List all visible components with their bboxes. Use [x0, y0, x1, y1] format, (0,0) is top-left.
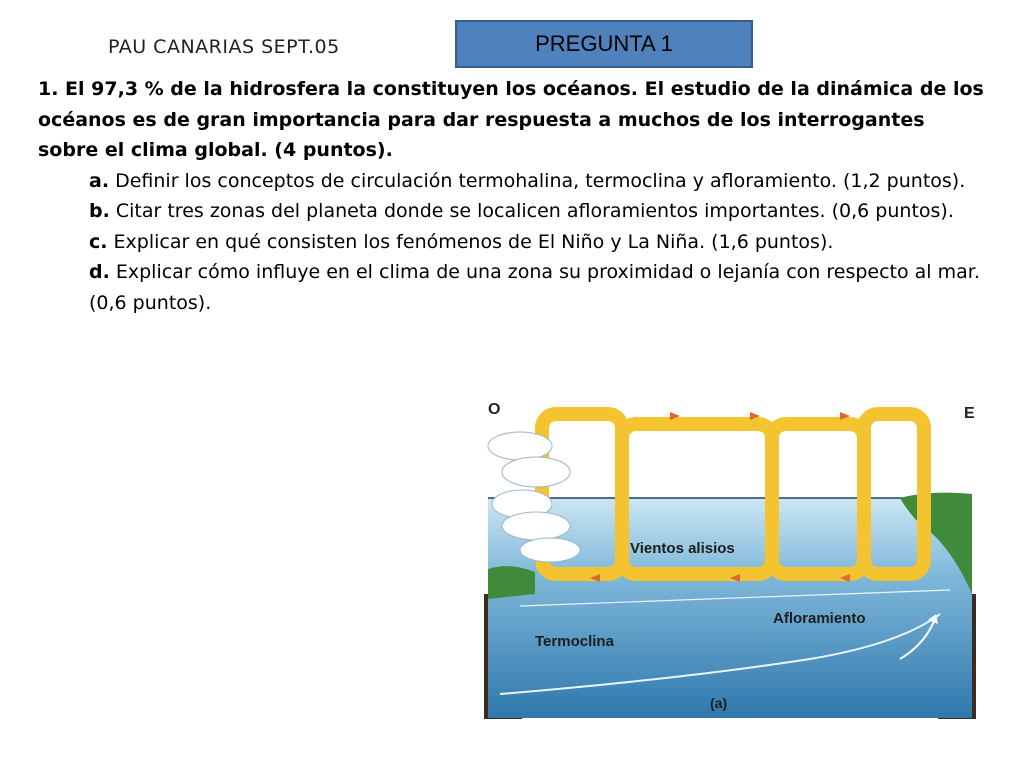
winds-label: Vientos alisios — [630, 540, 735, 557]
east-label: E — [964, 405, 975, 422]
source-label: PAU CANARIAS SEPT.05 — [108, 36, 340, 58]
cloud-icon — [520, 538, 580, 562]
cloud-icon — [502, 512, 570, 540]
cloud-icon — [488, 432, 552, 460]
west-coast-land — [488, 566, 535, 599]
question-number-box — [455, 20, 753, 68]
question-item-d: d. Explicar cómo influye en el clima de una zona su proximidad o lejanía con respecto al mar. (0,6 puntos). — [89, 261, 980, 314]
panel-label: (a) — [710, 695, 728, 711]
upwelling-label: Afloramiento — [773, 610, 866, 627]
thermocline-label: Termoclina — [535, 633, 614, 650]
cloud-icon — [502, 457, 570, 487]
question-item-b: b. Citar tres zonas del planeta donde se localicen afloramientos importantes. (0,6 puntos). — [89, 200, 954, 222]
question-item-c: c. Explicar en qué consisten los fenómenos de El Niño y La Niña. (1,6 puntos). — [89, 230, 834, 253]
question-items — [26, 166, 986, 319]
question-item-a: a. Definir los conceptos de circulación termohalina, termoclina y afloramiento. (1,2 puntos). — [89, 169, 966, 192]
west-label: O — [488, 401, 501, 418]
question-number-label: PREGUNTA 1 — [535, 31, 673, 56]
question-body — [26, 74, 986, 318]
question-intro: 1. El 97,3 % de la hidrosfera la constituyen los océanos. El estudio de la dinámica de los océanos es de gran importancia para dar respuesta a muchos de los interrogantes sobre el clima global. (4 puntos). — [38, 78, 984, 161]
ocean-circulation-diagram — [480, 394, 980, 724]
